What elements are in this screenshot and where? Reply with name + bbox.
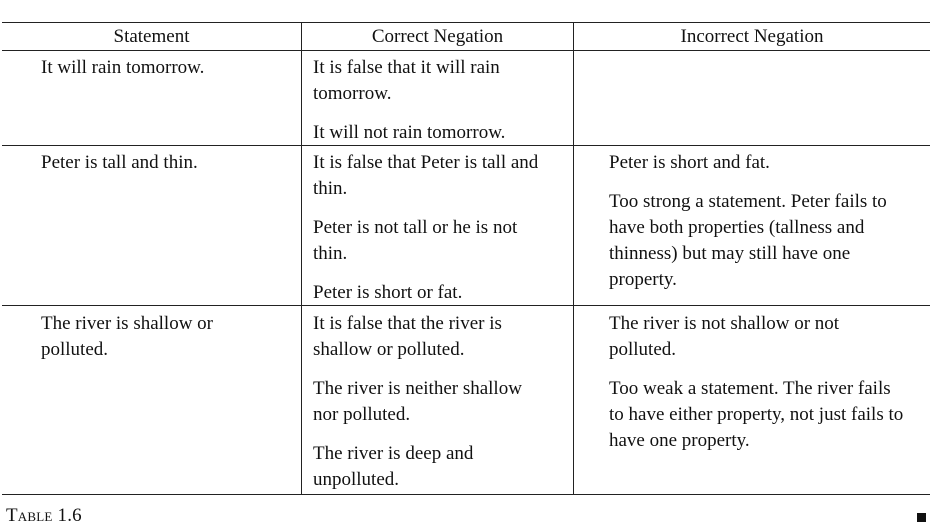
- incorrect-negation-text: Peter is short and fat.: [609, 152, 770, 173]
- table-caption: Table 1.6: [6, 505, 82, 526]
- row-1-correct: [313, 55, 551, 159]
- header-statement: Statement: [113, 26, 190, 47]
- statement-text: It will rain tomorrow.: [41, 57, 205, 78]
- correct-negation-text: It is false that it will rain tomorrow.: [313, 57, 500, 104]
- correct-negation-text: It will not rain tomorrow.: [313, 122, 506, 143]
- column-divider-1: [301, 22, 302, 494]
- header-correct-negation: Correct Negation: [371, 26, 504, 47]
- statement-text: The river is shallow or polluted.: [41, 313, 214, 360]
- correct-negation-text: It is false that the river is shallow or polluted.: [313, 313, 502, 360]
- row-3-statement: [41, 311, 266, 376]
- correct-negation-text: Peter is not tall or he is not thin.: [313, 217, 518, 264]
- incorrect-negation-note: Too strong a statement. Peter fails to have both properties (tallness and thinness) but may still have one property.: [609, 191, 887, 290]
- header-rule: [2, 50, 930, 51]
- row-1-statement: [41, 55, 291, 94]
- correct-negation-text: It is false that Peter is tall and thin.: [313, 152, 539, 199]
- incorrect-negation-note: Too weak a statement. The river fails to have either property, not just fails to have one property.: [609, 378, 904, 451]
- column-divider-2: [573, 22, 574, 494]
- table-bottom-rule: [2, 494, 930, 495]
- end-of-example-mark: [917, 513, 926, 522]
- row-2-statement: [41, 150, 291, 189]
- header-incorrect-negation: Incorrect Negation: [680, 26, 824, 47]
- correct-negation-text: The river is neither shallow nor polluted.: [313, 378, 522, 425]
- table-top-rule: [2, 22, 930, 23]
- row-3-incorrect: [609, 311, 909, 467]
- row-2-incorrect: [609, 150, 909, 306]
- incorrect-negation-text: The river is not shallow or not polluted.: [609, 313, 840, 360]
- statement-text: Peter is tall and thin.: [41, 152, 198, 173]
- row-3-correct: [313, 311, 541, 493]
- correct-negation-text: The river is deep and unpolluted.: [313, 443, 474, 490]
- row-2-correct: [313, 150, 551, 319]
- correct-negation-text: Peter is short or fat.: [313, 282, 463, 303]
